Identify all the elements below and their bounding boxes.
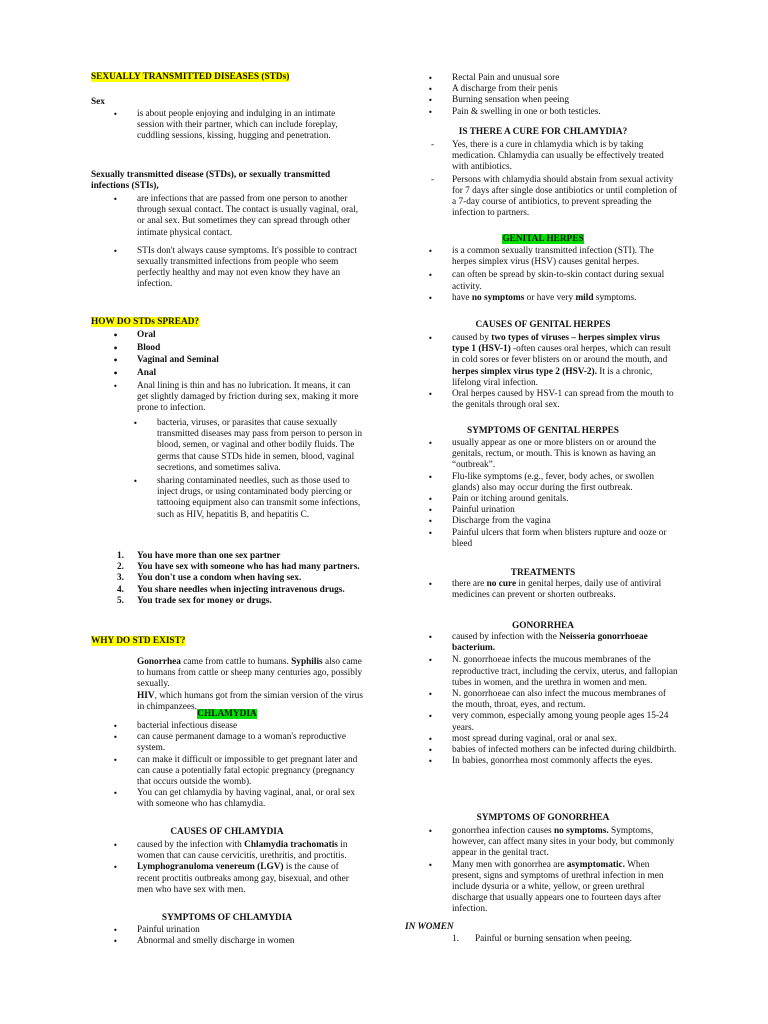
list-item: • N. gonorrhoeae infects the mucous membranes of the reproductive tract, including the cervix, uterus, and fallopian tubes in women, and the urethra in women and men. [452,655,679,689]
list-item: • Pain or itching around genitals. [452,494,679,505]
document-title: SEXUALLY TRANSMITTED DISEASES (STDs) [91,72,290,82]
sti-list [137,194,363,291]
sti-label: Sexually transmitted disease (STDs), or sexually transmitted infections (STIs), [91,170,331,192]
spread-list [137,330,363,414]
symptoms-chlamydia-heading: SYMPTOMS OF CHLAMYDIA [161,913,293,923]
list-item: • Many men with gonorrhea are asymptomatic. When present, signs and symptoms of urethral infection in men include dysuria or a white, yellow, or green urethral discharge that usually appears one to fourteen days after infection. [452,860,679,916]
causes-herpes-list [452,333,679,411]
list-item: 5. You trade sex for money or drugs. [117,595,272,606]
list-item: • Oral herpes caused by HSV-1 can spread from the mouth to the genitals through oral sex. [452,389,679,411]
treatments-list [452,579,679,601]
treatments-heading: TREATMENTS [510,568,576,578]
list-item: 2. You have sex with someone who has had many partners. [117,562,360,573]
why-paragraph: Gonorrhea came from cattle to humans. Syphilis also came to humans from cattle or sheep many centuries ago, possibly sexually. HIV, which humans got from the simian version of the virus in chimpanzees. [137,657,363,712]
list-item: • Discharge from the vagina [452,516,679,527]
gonorrhea-list [452,632,679,767]
gonorrhea-heading: GONORRHEA [512,621,574,631]
list-item: • Painful urination [452,505,679,516]
list-item: • is a common sexually transmitted infection (STI). The herpes simplex virus (HSV) causes genital herpes. [452,246,679,268]
causes-chlamydia-list [137,840,363,896]
list-item: • Lymphogranuloma venereum (LGV) is the cause of recent proctitis outbreaks among gay, bisexual, and other men who have sex with men. [137,862,363,896]
list-item: • Anal lining is thin and has no lubrication. It means, it can get slightly damaged by friction during sex, making it more prone to infection. [137,381,363,415]
why-heading: WHY DO STD EXIST? [91,636,186,646]
list-item: - Persons with chlamydia should abstain from sexual activity for 7 days after single dose antibiotics or until completion of a 7-day course of antibiotics, to prevent spreading the infection to partners. [452,175,679,220]
list-item: • caused by infection with the Neisseria gonorrhoeae bacterium. [452,632,679,654]
list-item: • Vaginal and Seminal [137,355,363,366]
list-item: • STIs don't always cause symptoms. It's possible to contract sexually transmitted infections from people who seem perfectly healthy and may not even know they have an infection. [137,246,363,291]
list-item: • is about people enjoying and indulging in an intimate session with their partner, which can include foreplay, cuddling sessions, kissing, hugging and penetration. [137,109,363,143]
genital-herpes-heading: GENITAL HERPES [502,234,584,244]
list-item: • have no symptoms or have very mild symptoms. [452,293,679,304]
list-item: - Yes, there is a cure in chlamydia which is by taking medication. Chlamydia can usually be effectively treated with antibiotics. [452,140,679,174]
causes-chlamydia-heading: CAUSES OF CHLAMYDIA [170,827,284,837]
list-item: • most spread during vaginal, oral or anal sex. [452,734,679,745]
in-women-label: IN WOMEN [405,922,454,932]
symptoms-herpes-list [452,438,679,550]
list-item: • caused by the infection with Chlamydia trachomatis in women that can cause cervicitis, urethritis, and proctitis. [137,840,363,862]
list-item: • sharing contaminated needles, such as those used to inject drugs, or using contaminated body piercing or tattooing equipment also can transmit some infections, such as HIV, hepatitis B, and hepatitis C. [157,476,363,521]
spread-heading: HOW DO STDs SPREAD? [91,317,200,327]
cure-heading: IS THERE A CURE FOR CHLAMYDIA? [458,127,628,137]
list-item: • bacteria, viruses, or parasites that cause sexually transmitted diseases may pass from person to person in blood, semen, or vaginal and other bodily fluids. The germs that cause STDs hide in semen, blood, vaginal secretions, and sometimes saliva. [157,418,363,474]
list-item: • Oral [137,330,363,341]
list-item: • usually appear as one or more blisters on or around the genitals, rectum, or mouth. This is known as having an “outbreak”. [452,438,679,472]
sex-label: Sex [91,97,105,107]
list-item: • You can get chlamydia by having vaginal, anal, or oral sex with someone who has chlamydia. [137,788,363,810]
cure-list [452,140,679,219]
list-item: • Burning sensation when peeing [452,95,679,106]
list-item: • can often be spread by skin-to-skin contact during sexual activity. [452,270,679,292]
list-item: • Anal [137,368,363,379]
list-item: • Pain & swelling in one or both testicles. [452,107,679,118]
list-item: 4. You share needles when injecting intravenous drugs. [117,584,345,595]
list-item: • can cause permanent damage to a woman's reproductive system. [137,732,363,754]
list-item: • Painful ulcers that form when blisters rupture and ooze or bleed [452,528,679,550]
chlamydia-list [137,721,363,811]
list-item: • gonorrhea infection causes no symptoms. Symptoms, however, can affect many sites in your body, but commonly appear in the genital tract. [452,826,679,860]
symptoms-chlamydia-list [137,925,363,947]
list-item: 3. You don't use a condom when having sex. [117,573,302,584]
chlamydia-symptoms-continued-list [452,73,679,118]
list-item: • bacterial infectious disease [137,721,363,732]
list-item: • very common, especially among young people ages 15-24 years. [452,711,679,733]
list-item: • caused by two types of viruses – herpes simplex virus type 1 (HSV-1) -often causes oral herpes, which can result in cold sores or fever blisters on or around the mouth, and herpes simplex virus type 2 (HSV-2). It is a chronic, lifelong viral infection. [452,333,679,389]
list-item: 1. You have more than one sex partner [117,551,281,561]
spread-sublist [157,418,363,521]
list-item: • there are no cure in genital herpes, daily use of antiviral medicines can prevent or shorten outbreaks. [452,579,679,601]
genital-herpes-list [452,246,679,304]
list-item: Painful or burning sensation when peeing. [475,934,632,944]
list-item: • are infections that are passed from one person to another through sexual contact. The contact is usually vaginal, oral, or anal sex. But sometimes they can spread through other intimate physical contact. [137,194,363,239]
sex-list [137,109,363,143]
list-item: • Painful urination [137,925,363,936]
risk-factors-list [117,551,363,607]
symptoms-gonorrhea-heading: SYMPTOMS OF GONORRHEA [476,813,610,823]
list-item: • Blood [137,343,363,354]
chlamydia-heading: CHLAMYDIA [197,709,257,719]
list-item: • Abnormal and smelly discharge in women [137,936,363,947]
symptoms-gonorrhea-list [452,826,679,916]
symptoms-herpes-heading: SYMPTOMS OF GENITAL HERPES [467,426,619,436]
list-item: • Rectal Pain and unusual sore [452,73,679,84]
list-item: • Flu-like symptoms (e.g., fever, body aches, or swollen glands) also may occur during the first outbreak. [452,472,679,494]
causes-herpes-heading: CAUSES OF GENITAL HERPES [475,320,611,330]
list-item: • In babies, gonorrhea most commonly affects the eyes. [452,756,679,767]
list-item: • N. gonorrhoeae can also infect the mucous membranes of the mouth, throat, eyes, and rectum. [452,689,679,711]
list-item: • babies of infected mothers can be infected during childbirth. [452,745,679,756]
list-item: • A discharge from their penis [452,84,679,95]
list-item: • can make it difficult or impossible to get pregnant later and can cause a potentially fatal ectopic pregnancy (pregnancy that occurs outside the womb). [137,755,363,789]
